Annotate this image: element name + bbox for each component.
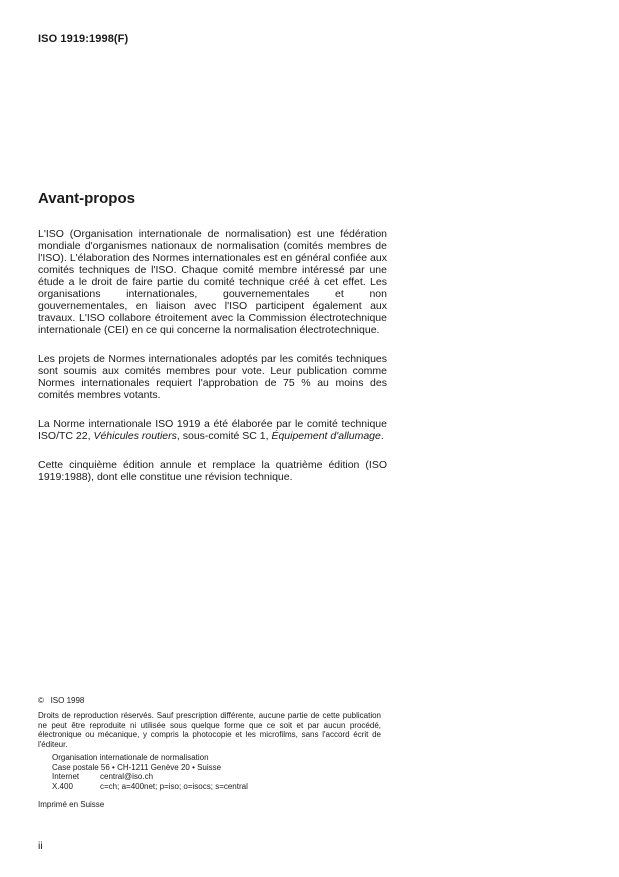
main-content (38, 190, 387, 500)
internet-label: Internet (52, 772, 80, 781)
reproduction-rights-notice: Droits de reproduction réservés. Sauf prescription différente, aucune partie de cette publication ne peut être reproduite ni utilisée sous quelque forme que ce soit et par aucun procédé, électronique ou mécanique, y compris la photocopie et les microfilms, sans l'accord écrit de l'éditeur. (38, 711, 381, 749)
paragraph-3-text: . (380, 430, 384, 442)
x400-label: X.400 (52, 781, 73, 791)
x400-address: c=ch; a=400net; p=iso; o=isocs; s=central (100, 781, 248, 791)
subcommittee-name-italic: Équipement d'allumage (271, 430, 381, 442)
internet-address: central@iso.ch (100, 772, 154, 781)
document-reference-header: ISO 1919:1998(F) (38, 33, 129, 45)
copyright-notice: © ISO 1998 (38, 696, 85, 705)
publisher-x400-line (52, 782, 248, 792)
foreword-paragraph-2: Les projets de Normes internationales adoptés par les comités techniques sont soumis aux comités membres pour vote. Leur publication comme Normes internationales requiert l'approbation de 75 % au moins des comités membres votants. (38, 353, 387, 401)
page-number: ii (38, 840, 43, 852)
paragraph-3-text: , sous-comité SC 1, (176, 430, 272, 442)
committee-name-italic: Véhicules routiers (93, 430, 177, 442)
publisher-internet-line (52, 772, 248, 782)
section-title-avant-propos: Avant-propos (38, 190, 135, 207)
publisher-postal-address: Case postale 56 • CH-1211 Genève 20 • Suisse (52, 762, 222, 772)
foreword-paragraph-4: Cette cinquième édition annule et remplace la quatrième édition (ISO 1919:1988), dont elle constitue une révision technique. (38, 459, 387, 483)
foreword-paragraph-3 (38, 418, 387, 442)
publisher-name: Organisation internationale de normalisation (52, 753, 209, 762)
publisher-address-block (52, 753, 248, 791)
printed-in-notice: Imprimé en Suisse (38, 800, 105, 809)
paragraph-3-text: La Norme internationale ISO 1919 a été élaborée par le comité technique ISO/TC 22, (38, 418, 387, 442)
foreword-paragraph-1: L'ISO (Organisation internationale de normalisation) est une fédération mondiale d'organismes nationaux de normalisation (comités membres de l'ISO). L'élaboration des Normes internationales est en général confiée aux comités techniques de l'ISO. Chaque comité membre intéressé par une étude a le droit de faire partie du comité technique créé à cet effet. Les organisations internationales, gouvernementales et non gouvernementales, en liaison avec l'ISO participent également aux travaux. L'ISO collabore étroitement avec la Commission électrotechnique internationale (CEI) en ce qui concerne la normalisation électrotechnique. (38, 228, 387, 336)
